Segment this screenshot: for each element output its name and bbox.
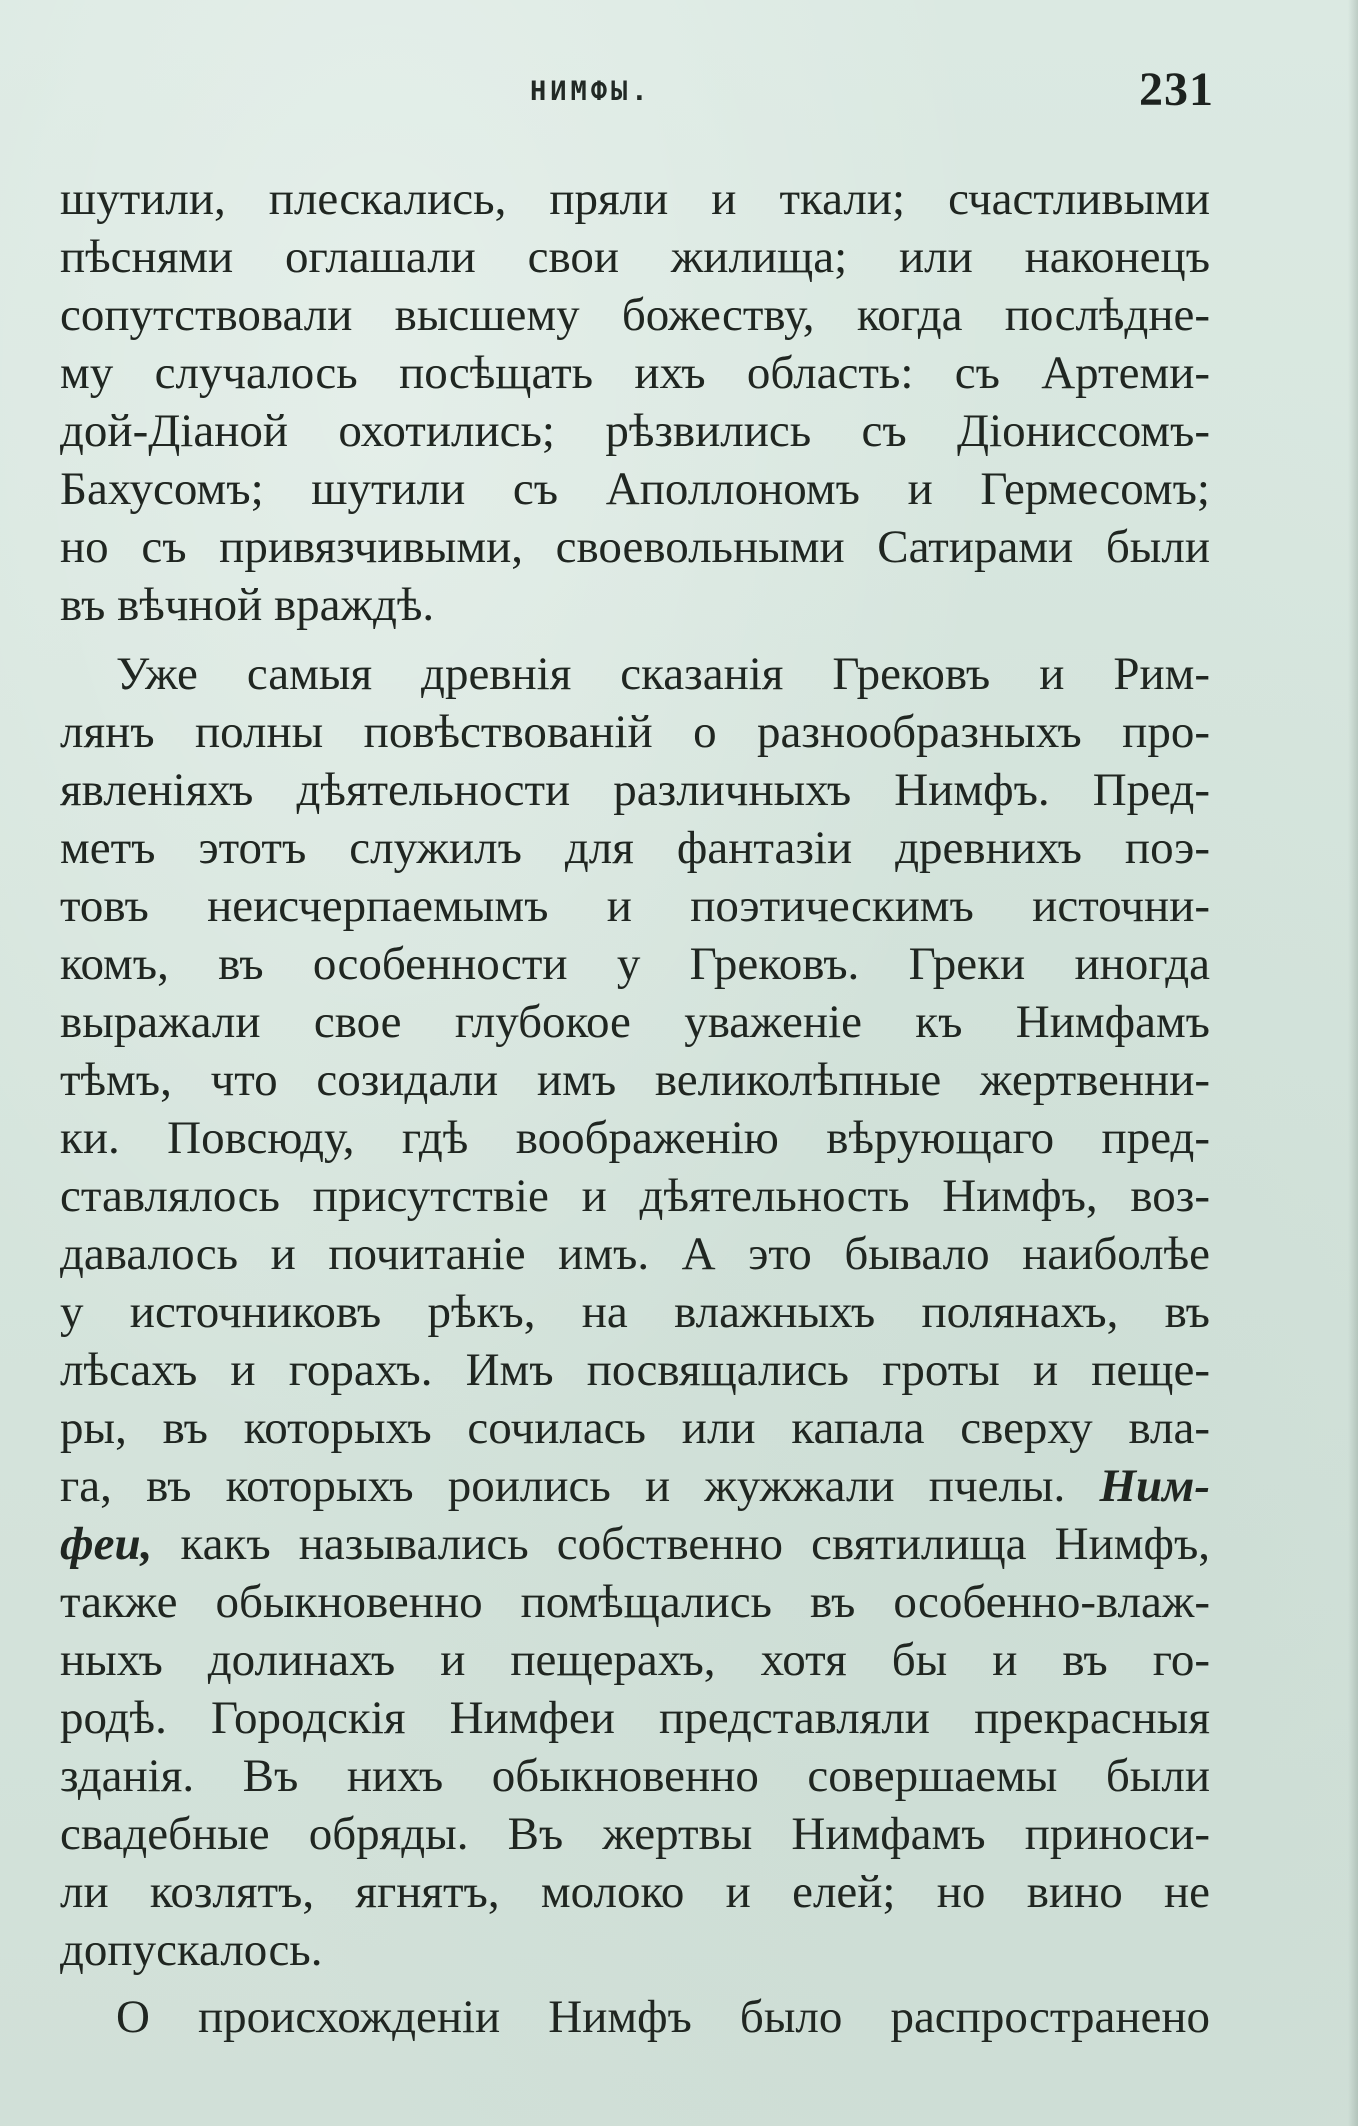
text-line: но съ привязчивыми, своевольными Сатирами были: [60, 521, 1210, 573]
text-segment: какъ назывались собственно святилища Нимфъ,: [152, 1518, 1210, 1570]
text-line: шутили, плескались, пряли и ткали; счастливыми: [60, 173, 1210, 225]
text-line: О происхожденіи Нимфъ было распространено: [116, 1991, 1210, 2043]
text-line: лѣсахъ и горахъ. Имъ посвящались гроты и пеще-: [60, 1344, 1210, 1396]
text-line: въ вѣчной враждѣ.: [60, 579, 435, 631]
text-line: также обыкновенно помѣщались въ особенно-влаж-: [60, 1576, 1210, 1628]
running-title: НИМФЫ.: [530, 76, 652, 107]
emphasized-word: феи,: [60, 1518, 153, 1570]
text-line: комъ, въ особенности у Грековъ. Греки иногда: [60, 938, 1210, 990]
text-line: пѣснями оглашали свои жилища; или наконецъ: [60, 231, 1210, 283]
text-line: допускалось.: [60, 1924, 323, 1976]
text-line: выражали свое глубокое уваженіе къ Нимфамъ: [60, 996, 1210, 1048]
emphasized-word: Ним-: [1099, 1460, 1211, 1512]
text-line: дой-Діаной охотились; рѣзвились съ Діониссомъ-: [60, 405, 1210, 457]
text-line: товъ неисчерпаемымъ и поэтическимъ источни-: [60, 880, 1210, 932]
text-line: зданія. Въ нихъ обыкновенно совершаемы были: [60, 1750, 1210, 1802]
text-line: у источниковъ рѣкъ, на влажныхъ полянахъ, въ: [60, 1286, 1210, 1338]
text-line: давалось и почитаніе имъ. А это бывало наиболѣе: [60, 1228, 1210, 1280]
text-line: явленіяхъ дѣятельности различныхъ Нимфъ. Пред-: [60, 764, 1210, 816]
text-line: му случалось посѣщать ихъ область: съ Артеми-: [60, 347, 1210, 399]
text-line: Уже самыя древнія сказанія Грековъ и Рим-: [116, 648, 1210, 700]
text-line: ныхъ долинахъ и пещерахъ, хотя бы и въ го-: [60, 1634, 1210, 1686]
text-line: ки. Повсюду, гдѣ воображенію вѣрующаго пред-: [60, 1112, 1210, 1164]
text-line: лянъ полны повѣствованій о разнообразныхъ про-: [60, 706, 1210, 758]
text-line: родѣ. Городскія Нимфеи представляли прекрасныя: [60, 1692, 1210, 1744]
text-line: ры, въ которыхъ сочилась или капала сверху вла-: [60, 1402, 1210, 1454]
text-line: Бахусомъ; шутили съ Аполлономъ и Гермесомъ;: [60, 463, 1210, 515]
text-line: тѣмъ, что созидали имъ великолѣпные жертвенни-: [60, 1054, 1210, 1106]
text-line: метъ этотъ служилъ для фантазіи древнихъ поэ-: [60, 822, 1210, 874]
text-line: [60, 1457, 1210, 1515]
text-segment: га, въ которыхъ роились и жужжали пчелы.: [60, 1460, 1066, 1512]
text-line: сопутствовали высшему божеству, когда послѣдне-: [60, 289, 1210, 341]
text-line: [60, 1515, 1210, 1573]
text-line: ставлялось присутствіе и дѣятельность Нимфъ, воз-: [60, 1170, 1210, 1222]
text-line: ли козлятъ, ягнятъ, молоко и елей; но вино не: [60, 1866, 1210, 1918]
text-line: свадебные обряды. Въ жертвы Нимфамъ приноси-: [60, 1808, 1210, 1860]
page-header: [60, 62, 1214, 118]
page-number: 231: [1139, 63, 1214, 116]
